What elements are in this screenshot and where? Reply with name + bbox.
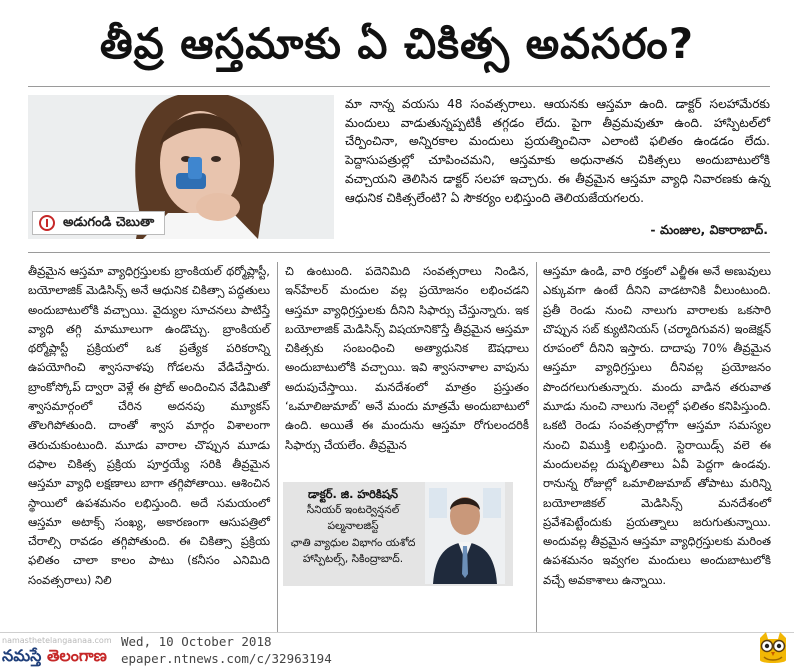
doctor-department: ఛాతి వ్యాధుల విభాగం యశోద హాస్పిటల్స్, సికింద్రాబాద్. — [290, 536, 416, 565]
woman-inhaler-photo — [28, 95, 334, 239]
footer-divider — [0, 632, 794, 633]
doctor-info-text — [288, 486, 418, 567]
headline-divider — [28, 86, 770, 87]
answer-column-3-text: ఆస్తమా ఉండి, వారి రక్తంలో ఎల్జీఈ అనే అణువులు ఎక్కువగా ఉంటే దీనిని వాడటానికి వీలుంటుంది. ప్రతీ రెండు నుంచి నాలుగు వారాలకు ఒకసారి చొప్పున సబ్ క్యుటినియస్ (చర్మాదిగువన) ఇంజెక్షన్ రూపంలో దీనిని ఇస్తారు. దాదాపు 70% తీవ్రమైన ఆస్తమా వ్యాధిగ్రస్తులు దీనివల్ల ప్రయోజనం పొందగలుగుతున్నారు. మందు వాడిన తరువాత మూడు నుంచి నాలుగు నెలల్లో ఫలితం కనిపిస్తుంది. ఒకటి రెండు సంవత్సరాల్లోగా ఆస్తమా సమస్యల నుంచి విముక్తి లభిస్తుంది. స్టెరాయిడ్స్ వలె ఈ మందులవల్ల దుష్ఫలితాలు ఏవీ పెద్దగా ఉండవు. రానున్న రోజుల్లో ఒమాలిజుమాబ్ తోపాటు మరిన్ని బయోలాజికల్ మెడిసిన్స్ మనదేశంలో ప్రవేశపెట్టేందుకు ప్రయత్నాలు జరుగుతున్నాయి. అందువల్ల తీవ్రమైన ఆస్తమా వ్యాధిగ్రస్తులకు మరింత ఉపశమనం ఇవ్వగల మందులు అందుబాటులోకి వచ్చే అవకాశాలు ఉన్నాయి. — [543, 264, 771, 587]
site-watermark: namasthetelangaanaa.com — [2, 636, 112, 645]
newspaper-logo — [2, 646, 107, 669]
doctor-title: సీనియర్ ఇంటర్వెన్షనల్ పల్మనాలజిస్ట్ — [306, 504, 400, 533]
answer-column-1 — [28, 262, 270, 590]
newspaper-logo-part2: తెలంగాణ — [41, 646, 107, 665]
doctor-portrait-illustration — [425, 482, 505, 584]
answer-column-2-text: చి ఉంటుంది. పదెనిమిది సంవత్సరాలు నిండిన, ఇన్‌హేలర్ మందుల వల్ల ప్రయోజనం లభించడని ఆస్తమా వ్యాధిగ్రస్తులకు దీనిని సిఫార్సు చేస్తున్నారు. ఇక బయోలాజిక్ మెడిసిన్స్ విషయానికొస్తే తీవ్రమైన ఆస్తమా చికిత్సకు సంబంధించి అత్యాధునిక ఔషధాలు అందుబాటులోకి వచ్చాయి. ఇవి శ్వాసనాళాల వాపును అదుపుచేస్తాయి. మనదేశంలో మాత్రం ప్రస్తుతం ‘ఒమాలిజుమాబ్’ అనే మందు మాత్రమే అందుబాటులో ఉంది. అయితే ఈ మందును ఆస్తమా రోగులందరికీ సిఫార్సు చేయలేం. తీవ్రమైన — [285, 264, 529, 452]
doctor-photo — [425, 482, 505, 584]
section-divider — [28, 252, 770, 253]
article-headline: తీవ్ర ఆస్తమాకు ఏ చికిత్స అవసరం? — [99, 19, 695, 68]
edition-date: Wed, 10 October 2018 — [121, 634, 272, 649]
column-rule-1 — [277, 262, 278, 632]
owl-icon — [756, 630, 790, 666]
doctor-name: డాక్టర్. జి. హరికిషన్ — [308, 487, 398, 501]
column-rule-2 — [536, 262, 537, 632]
column-name-tag — [32, 211, 165, 235]
answer-column-3 — [543, 262, 771, 590]
reader-signature: - మంజుల, వికారాబాద్. — [650, 222, 768, 237]
newspaper-logo-part1: నమస్తే — [2, 646, 42, 665]
epaper-link[interactable]: epaper.ntnews.com/c/32963194 — [121, 651, 332, 666]
column-name-label: అడుగండి చెబుతా — [63, 215, 155, 230]
question-paragraph: మా నాన్న వయసు 48 సంవత్సరాలు. ఆయనకు ఆస్తమా ఉంది. డాక్టర్ సలహామేరకు మందులు వాడుతున్నప్పటికీ తగ్గడం లేదు. పైగా తీవ్రమవుతూ ఉంది. హాస్పిటల్‌లో చేర్పించినా, అన్నిరకాల మందులు ప్రయత్నించినా ఎలాంటి ఫలితం ఉండడం లేదు. పెద్దాసుపత్రుల్లో చూపించమని, ఆస్తమాకు అధునాతన చికిత్సలు అందుబాటులోకి వచ్చాయని తెలిసిన డాక్టర్ సలహా ఇచ్చారు. ఈ తీవ్రమైన ఆస్తమా వ్యాధి నివారణకు ఉన్న ఆధునిక చికిత్సలేంటి? ఏ సౌకర్యం లభిస్తుంది తెలియజేయగలరు. — [345, 97, 770, 205]
answer-column-1-text: తీవ్రమైన ఆస్తమా వ్యాధిగ్రస్తులకు బ్రాంకియల్ థర్మోప్లాస్టీ, బయోలాజిక్ మెడిసిన్స్ అనే ఆధునిక చికిత్సా పద్ధతులు అందుబాటులోకి వచ్చాయి. వైద్యుల సూచనలు పాటిస్తే వ్యాధి తగ్గి మామూలుగా ఉండొచ్చు. బ్రాంకియల్ థర్మోప్లాస్టీ ప్రక్రియలో ఒక ప్రత్యేక పరికరాన్ని ఉపయోగించి శ్వాసనాళపు గోడలను వేడిచేస్తారు. బ్రాంకోస్కోప్ ద్వారా వెళ్లే ఈ ప్రోబ్ అందించిన వేడిమితో శ్వాసమార్గంలో చేరిన అదనపు మ్యూకస్ తొలగిపోతుంది. దాంతో శ్వాస మార్గం విశాలంగా తెరుచుకుంటుంది. మూడు వారాల చొప్పున మూడు దఫాల చికిత్స ప్రక్రియ పూర్తయ్యే సరికి తీవ్రమైన ఆస్తమా వ్యాధి లక్షణాలు బాగా తగ్గిపోతాయి. ఆశించిన స్థాయిలో ఉపశమనం లభిస్తుంది. అదే సమయంలో ఆస్తమా అటాక్స్ సంఖ్య, అకారణంగా ఆసుపత్రిలో చేరాల్సి రావడం తగ్గిపోతుంది. ఈ చికిత్సా ప్రక్రియ ఫలితం చాలా కాలం పాటు (కనీసం ఎనిమిది సంవత్సరాలు) నిలి — [28, 264, 270, 587]
medical-emblem-icon — [39, 215, 55, 231]
reader-question — [345, 95, 770, 207]
answer-column-2 — [285, 262, 529, 455]
